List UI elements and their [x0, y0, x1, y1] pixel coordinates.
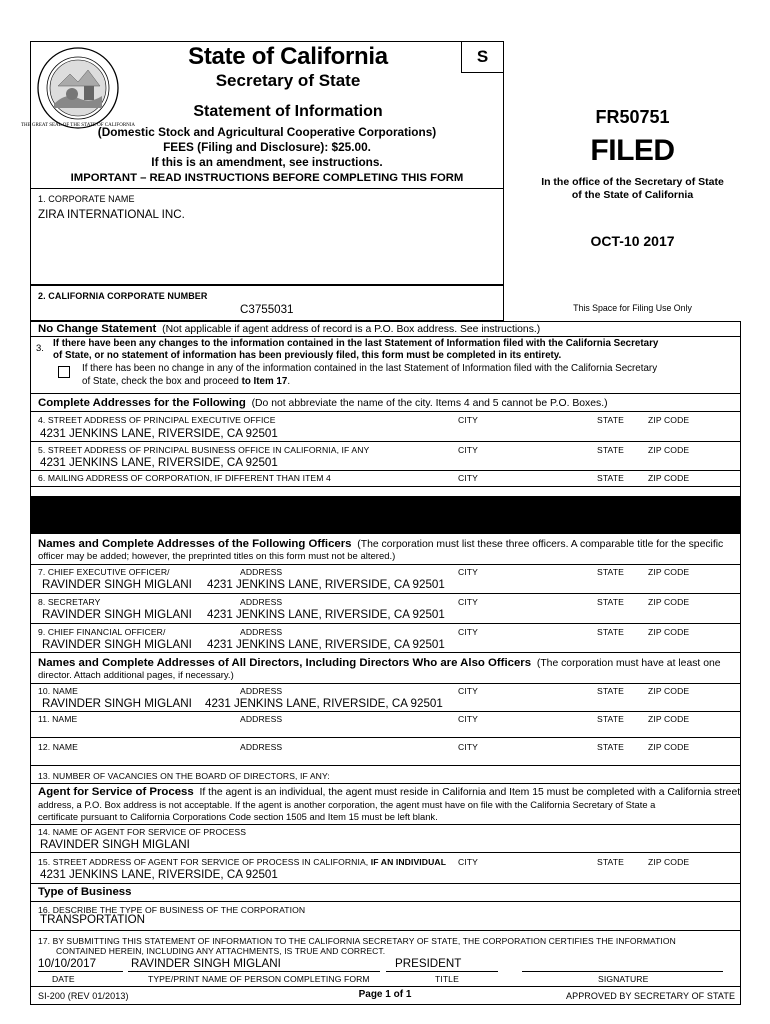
- item7-name-value: RAVINDER SINGH MIGLANI: [42, 578, 192, 591]
- filed-status: FILED: [590, 134, 675, 167]
- item12-city-label: CITY: [458, 742, 478, 752]
- item12-label: 12. NAME: [38, 742, 78, 752]
- item10-city-label: CITY: [458, 686, 478, 696]
- filing-date: OCT-10 2017: [590, 233, 675, 249]
- form-id: SI-200 (REV 01/2013): [38, 991, 129, 1001]
- divider: [30, 824, 741, 825]
- title-line: [386, 971, 498, 972]
- divider: [30, 411, 741, 412]
- agent-name-value: RAVINDER SINGH MIGLANI: [40, 838, 190, 851]
- filing-number: FR50751: [595, 107, 670, 127]
- item12-address-label: ADDRESS: [240, 742, 283, 752]
- item7-state-label: STATE: [597, 567, 624, 577]
- divider: [30, 470, 741, 471]
- divider: [30, 623, 741, 624]
- item9-address-value: 4231 JENKINS LANE, RIVERSIDE, CA 92501: [207, 638, 445, 651]
- agent-text-3: certificate pursuant to California Corporations Code section 1505 and Item 15 must be left blank.: [38, 811, 438, 822]
- certification-text-1: 17. BY SUBMITTING THIS STATEMENT OF INFORMATION TO THE CALIFORNIA SECRETARY OF STATE, THE CORPORATION CERTIFIES THE INFORMATION: [38, 936, 676, 946]
- item12-zip-label: ZIP CODE: [648, 742, 690, 752]
- filing-office-line1: In the office of the Secretary of State: [541, 176, 724, 188]
- addresses-heading: Complete Addresses for the Following (Do not abbreviate the name of the city. Items 4 and 5 cannot be P.O. Boxes.): [38, 397, 608, 409]
- divider: [30, 393, 741, 394]
- item16-label: 16. DESCRIBE THE TYPE OF BUSINESS OF THE CORPORATION: [38, 905, 306, 915]
- item13-label: 13. NUMBER OF VACANCIES ON THE BOARD OF DIRECTORS, IF ANY:: [38, 771, 330, 781]
- cert-name-value: RAVINDER SINGH MIGLANI: [131, 957, 281, 970]
- item11-address-label: ADDRESS: [240, 714, 283, 724]
- item9-address-label: ADDRESS: [240, 627, 283, 637]
- item10-label: 10. NAME: [38, 686, 78, 696]
- certification-text-2: CONTAINED HEREIN, INCLUDING ANY ATTACHMENTS, IS TRUE AND CORRECT.: [56, 946, 386, 956]
- officers-heading: Names and Complete Addresses of the Following Officers (The corporation must list these three officers. A comparable title for the specific: [38, 538, 724, 550]
- item15-label: 15. STREET ADDRESS OF AGENT FOR SERVICE OF PROCESS IN CALIFORNIA, IF AN INDIVIDUAL: [38, 857, 447, 867]
- redaction-band: [30, 496, 741, 534]
- item7-zip-label: ZIP CODE: [648, 567, 690, 577]
- item11-zip-label: ZIP CODE: [648, 714, 690, 724]
- item6-zip-label: ZIP CODE: [648, 473, 690, 483]
- item7-address-label: ADDRESS: [240, 567, 283, 577]
- divider: [30, 883, 741, 884]
- item9-zip-label: ZIP CODE: [648, 627, 690, 637]
- item6-state-label: STATE: [597, 473, 624, 483]
- item9-city-label: CITY: [458, 627, 478, 637]
- divider: [30, 593, 741, 594]
- amendment-line: If this is an amendment, see instructions.: [151, 155, 383, 169]
- item8-state-label: STATE: [597, 597, 624, 607]
- directors-heading-note: director. Attach additional pages, if necessary.): [38, 670, 234, 681]
- item11-label: 11. NAME: [38, 714, 78, 724]
- item9-state-label: STATE: [597, 627, 624, 637]
- item6-city-label: CITY: [458, 473, 478, 483]
- cert-name-label: TYPE/PRINT NAME OF PERSON COMPLETING FORM: [148, 974, 370, 984]
- item10-zip-label: ZIP CODE: [648, 686, 690, 696]
- item2-label: 2. CALIFORNIA CORPORATE NUMBER: [38, 291, 208, 301]
- divider: [30, 737, 741, 738]
- no-change-text-4: of State, check the box and proceed to Item 17.: [82, 376, 291, 387]
- item8-label: 8. SECRETARY: [38, 597, 101, 607]
- important-line: IMPORTANT – READ INSTRUCTIONS BEFORE COMPLETING THIS FORM: [70, 172, 464, 184]
- item8-zip-label: ZIP CODE: [648, 597, 690, 607]
- divider: [30, 783, 741, 784]
- item11-state-label: STATE: [597, 714, 624, 724]
- item5-label: 5. STREET ADDRESS OF PRINCIPAL BUSINESS OFFICE IN CALIFORNIA, IF ANY: [38, 445, 370, 455]
- item4-label: 4. STREET ADDRESS OF PRINCIPAL EXECUTIVE OFFICE: [38, 415, 276, 425]
- item8-address-label: ADDRESS: [240, 597, 283, 607]
- divider: [30, 441, 741, 442]
- item9-label: 9. CHIEF FINANCIAL OFFICER/: [38, 627, 166, 637]
- state-seal-logo: [20, 46, 136, 130]
- business-type-value: TRANSPORTATION: [40, 913, 145, 926]
- item10-state-label: STATE: [597, 686, 624, 696]
- cert-date-label: DATE: [52, 974, 75, 984]
- item15-city-label: CITY: [458, 857, 478, 867]
- item3-number: 3.: [36, 343, 44, 354]
- no-change-heading: No Change Statement (Not applicable if agent address of record is a P.O. Box address. See instructions.): [38, 323, 541, 335]
- page-number: Page 1 of 1: [358, 989, 412, 1000]
- item7-city-label: CITY: [458, 567, 478, 577]
- item7-label: 7. CHIEF EXECUTIVE OFFICER/: [38, 567, 170, 577]
- divider: [30, 564, 741, 565]
- cert-title-label: TITLE: [435, 974, 459, 984]
- page-title: State of California: [188, 43, 388, 70]
- item5-address-value: 4231 JENKINS LANE, RIVERSIDE, CA 92501: [40, 456, 278, 469]
- item15-zip-label: ZIP CODE: [648, 857, 690, 867]
- cert-title-value: PRESIDENT: [395, 957, 462, 970]
- agent-address-value: 4231 JENKINS LANE, RIVERSIDE, CA 92501: [40, 868, 278, 881]
- item6-label: 6. MAILING ADDRESS OF CORPORATION, IF DIFFERENT THAN ITEM 4: [38, 473, 331, 483]
- item8-address-value: 4231 JENKINS LANE, RIVERSIDE, CA 92501: [207, 608, 445, 621]
- cert-date-value: 10/10/2017: [38, 957, 97, 970]
- agent-heading: Agent for Service of Process If the agent is an individual, the agent must reside in California and Item 15 must be completed with a California street: [38, 786, 741, 798]
- item10-address-label: ADDRESS: [240, 686, 283, 696]
- divider: [30, 486, 741, 487]
- form-subtitle: (Domestic Stock and Agricultural Cooperative Corporations): [97, 125, 437, 139]
- divider: [30, 930, 741, 931]
- signature-line: [522, 971, 723, 972]
- item5-city-label: CITY: [458, 445, 478, 455]
- item10-address-value: 4231 JENKINS LANE, RIVERSIDE, CA 92501: [205, 697, 443, 710]
- item8-city-label: CITY: [458, 597, 478, 607]
- no-change-text-2: of State, or no statement of information has been previously filed, this form must be completed in its entirety.: [53, 350, 562, 361]
- filing-office-line2: of the State of California: [571, 189, 694, 201]
- divider: [30, 765, 741, 766]
- no-change-text-3: If there has been no change in any of the information contained in the last Statement of Information filed with the California Secretary: [82, 363, 658, 374]
- cert-signature-label: SIGNATURE: [598, 974, 649, 984]
- divider: [30, 336, 741, 337]
- no-change-checkbox[interactable]: [58, 366, 70, 378]
- corporate-name-value: ZIRA INTERNATIONAL INC.: [38, 208, 185, 221]
- item7-address-value: 4231 JENKINS LANE, RIVERSIDE, CA 92501: [207, 578, 445, 591]
- divider: [30, 901, 741, 902]
- item14-label: 14. NAME OF AGENT FOR SERVICE OF PROCESS: [38, 827, 247, 837]
- seal-text: THE GREAT SEAL OF THE STATE OF CALIFORNIA: [20, 123, 136, 128]
- corporate-number-value: C3755031: [240, 303, 294, 316]
- form-title: Statement of Information: [193, 103, 383, 120]
- divider: [30, 711, 741, 712]
- item5-zip-label: ZIP CODE: [648, 445, 690, 455]
- item8-name-value: RAVINDER SINGH MIGLANI: [42, 608, 192, 621]
- item4-zip-label: ZIP CODE: [648, 415, 690, 425]
- item15-state-label: STATE: [597, 857, 624, 867]
- item9-name-value: RAVINDER SINGH MIGLANI: [42, 638, 192, 651]
- no-change-text-1: If there have been any changes to the information contained in the last Statement of Information filed with the California Secretary: [53, 338, 659, 349]
- divider: [30, 652, 741, 653]
- business-heading: Type of Business: [38, 886, 132, 898]
- item11-city-label: CITY: [458, 714, 478, 724]
- item4-state-label: STATE: [597, 415, 624, 425]
- filing-space-note: This Space for Filing Use Only: [573, 303, 692, 313]
- item4-city-label: CITY: [458, 415, 478, 425]
- agent-text-2: address, a P.O. Box address is not acceptable. If the agent is another corporation, the agent must have on file with the California Secretary of State a: [38, 799, 656, 810]
- page-subtitle: Secretary of State: [215, 71, 361, 90]
- fees-line: FEES (Filing and Disclosure): $25.00.: [163, 140, 371, 154]
- approved-note: APPROVED BY SECRETARY OF STATE: [566, 991, 736, 1001]
- item4-address-value: 4231 JENKINS LANE, RIVERSIDE, CA 92501: [40, 427, 278, 440]
- item12-state-label: STATE: [597, 742, 624, 752]
- s-box-letter: S: [476, 47, 489, 66]
- divider: [30, 188, 504, 189]
- divider: [30, 986, 741, 987]
- item5-state-label: STATE: [597, 445, 624, 455]
- officers-heading-note: officer may be added; however, the preprinted titles on this form must not be altered.): [38, 551, 396, 562]
- item1-label: 1. CORPORATE NAME: [38, 194, 135, 204]
- date-line: [38, 971, 123, 972]
- divider: [30, 852, 741, 853]
- divider: [30, 683, 741, 684]
- directors-heading: Names and Complete Addresses of All Directors, Including Directors Who are Also Officers (The corporation must have at least one: [38, 657, 721, 669]
- name-line: [128, 971, 380, 972]
- item10-name-value: RAVINDER SINGH MIGLANI: [42, 697, 192, 710]
